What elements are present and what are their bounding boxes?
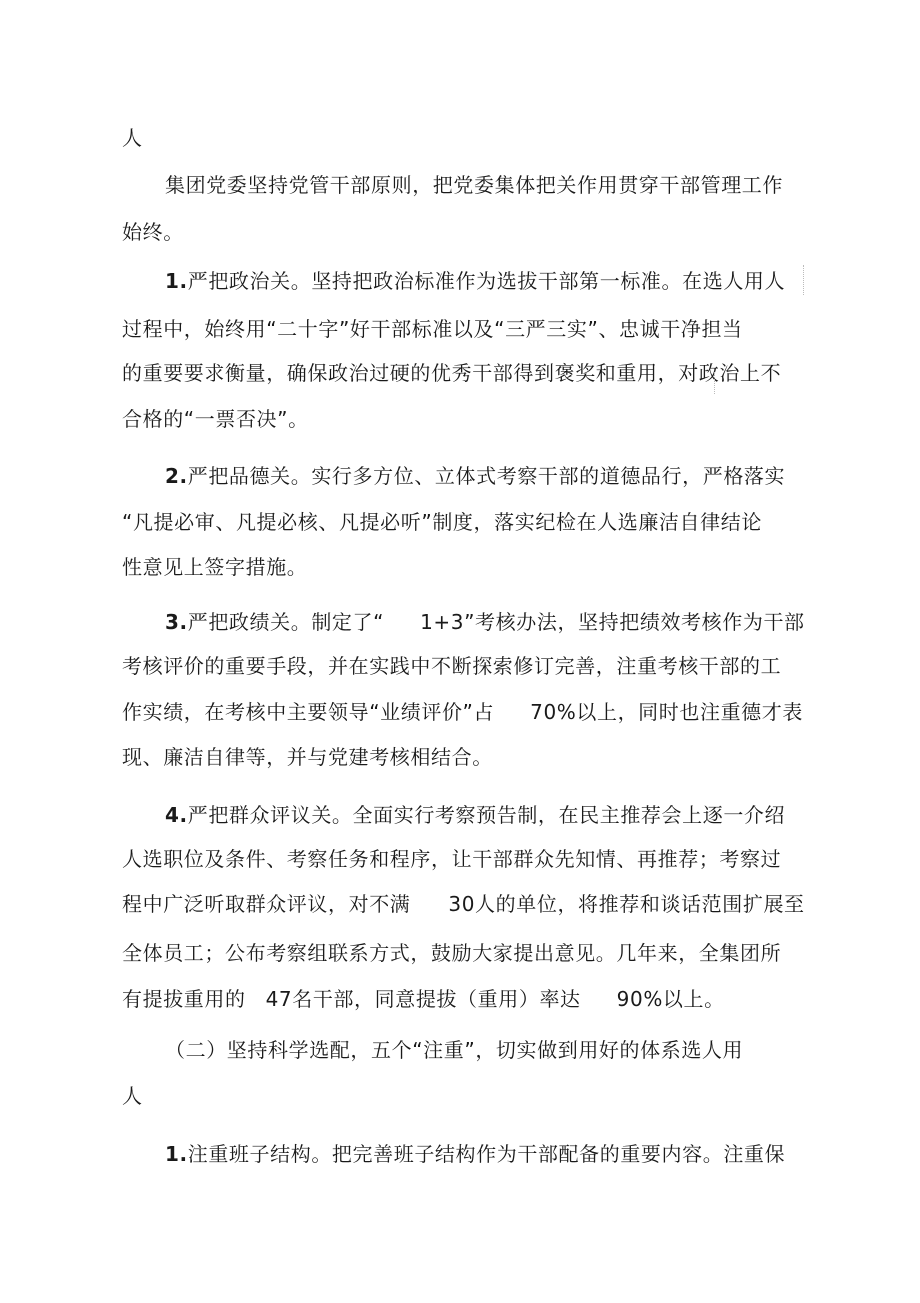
item-text: 严把政治关。坚持把政治标准作为选拔干部第一标准。在选人用人: [187, 269, 786, 293]
text-line: （二）坚持科学选配，五个“注重”，切实做到用好的体系选人用: [165, 1038, 744, 1062]
item-number: 2.: [165, 464, 188, 488]
line-part: 70%以上，同时也注重德才表: [530, 700, 803, 724]
item-text: 1+3”考核办法，坚持把绩效考核作为干部: [420, 610, 805, 634]
scan-mark: [714, 372, 715, 394]
text-line: [165, 1140, 785, 1168]
text-line: [165, 801, 785, 829]
scan-mark: [803, 265, 804, 295]
line-part: 有提拔重用的: [122, 987, 246, 1011]
text-line: [122, 698, 803, 726]
item-number: 4.: [165, 803, 188, 827]
text-line: 人: [122, 1084, 143, 1108]
text-line: [122, 890, 805, 918]
item-text: 严把群众评议关。全面实行考察预告制，在民主推荐会上逐一介绍: [187, 803, 786, 827]
line-part: 程中广泛听取群众评议，对不满: [122, 892, 411, 916]
text-line: 始终。: [122, 220, 184, 244]
text-line: 集团党委坚持党管干部原则，把党委集体把关作用贯穿干部管理工作: [165, 173, 783, 197]
text-line: 人: [122, 126, 143, 150]
line-part: 47名干部，同意提拔（重用）率达: [265, 987, 581, 1011]
text-line: 过程中，始终用“二十字”好干部标准以及“三严三实”、忠诚干净担当: [122, 317, 743, 341]
text-line: 合格的“一票否决”。: [122, 407, 309, 431]
text-line: 全体员工；公布考察组联系方式，鼓励大家提出意见。几年来，全集团所: [122, 941, 782, 965]
text-line: [165, 462, 785, 490]
item-text: 严把品德关。实行多方位、立体式考察干部的道德品行，严格落实: [187, 464, 786, 488]
line-part: 作实绩，在考核中主要领导“业绩评价”占: [122, 700, 495, 724]
text-line: 人选职位及条件、考察任务和程序，让干部群众先知情、再推荐；考察过: [122, 847, 782, 871]
text-line: “凡提必审、凡提必核、凡提必听”制度，落实纪检在人选廉洁自律结论: [122, 510, 762, 534]
text-line: [165, 608, 805, 636]
item-text: 注重班子结构。把完善班子结构作为干部配备的重要内容。注重保: [187, 1142, 786, 1166]
text-line: 现、廉洁自律等，并与党建考核相结合。: [122, 745, 493, 769]
text-line: [165, 267, 785, 295]
line-part: 90%以上。: [616, 987, 725, 1011]
item-number: 1.: [165, 1142, 188, 1166]
item-text: 严把政绩关。制定了“: [187, 610, 385, 634]
text-line: [122, 985, 725, 1013]
line-part: 30人的单位，将推荐和谈话范围扩展至: [448, 892, 805, 916]
item-number: 1.: [165, 269, 188, 293]
text-line: 考核评价的重要手段，并在实践中不断探索修订完善，注重考核干部的工: [122, 654, 782, 678]
text-line: 的重要要求衡量，确保政治过硬的优秀干部得到褒奖和重用，对政治上不: [122, 361, 782, 385]
text-line: 性意见上签字措施。: [122, 555, 308, 579]
item-number: 3.: [165, 610, 188, 634]
